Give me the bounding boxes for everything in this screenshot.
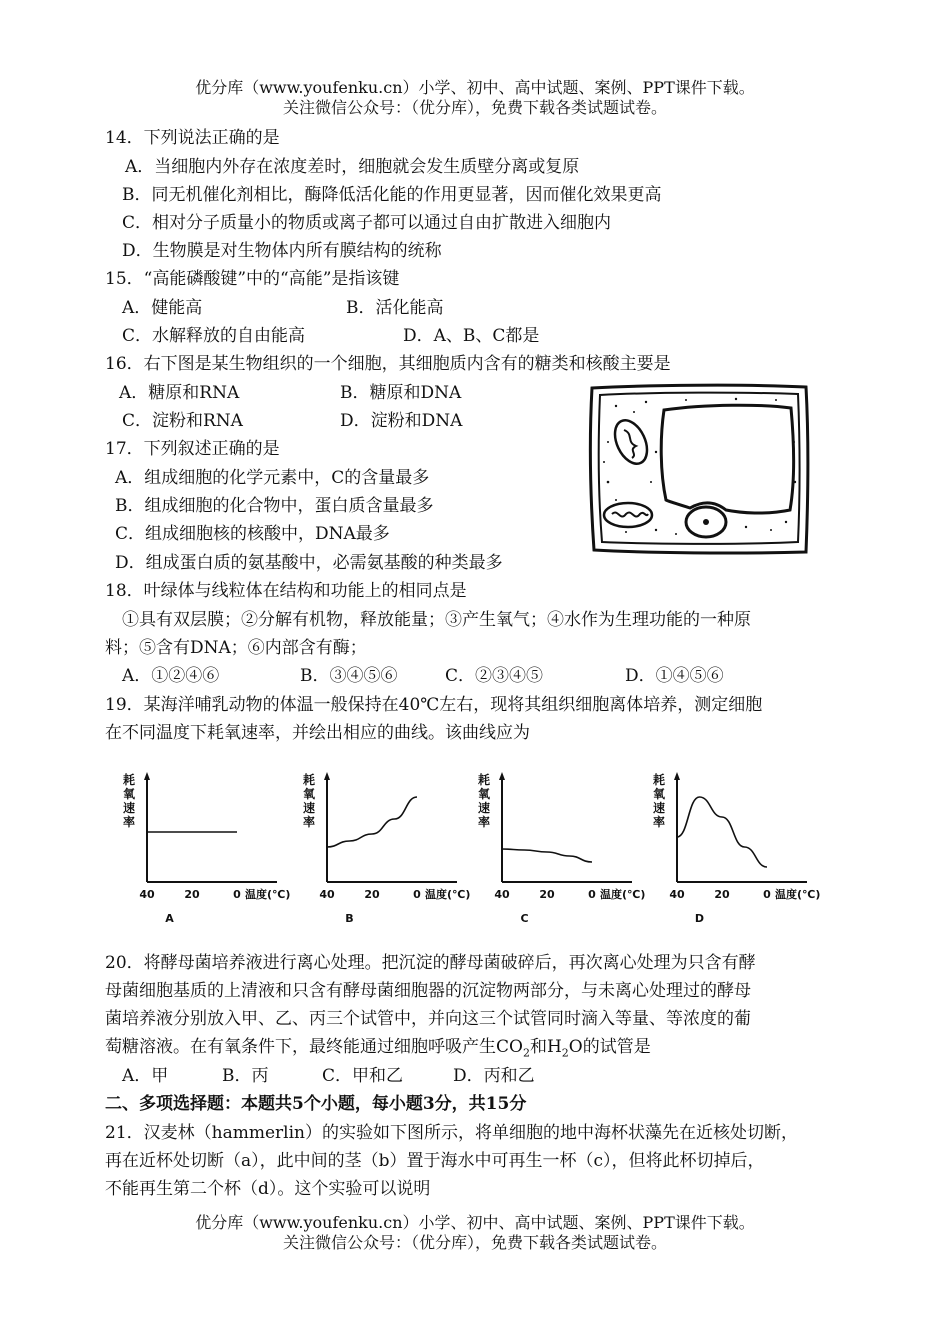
- y-axis-label-char: 耗: [123, 773, 136, 787]
- x-axis-label: 温度(℃): [600, 888, 646, 901]
- x-tick-label: 20: [364, 888, 380, 901]
- y-axis-label-char: 速: [478, 801, 491, 815]
- x-tick-label: 40: [494, 888, 510, 901]
- y-axis-label-char: 氧: [478, 787, 491, 801]
- y-axis-label-char: 耗: [653, 773, 666, 787]
- y-axis-label: [653, 772, 666, 829]
- y-axis-arrow: [144, 772, 150, 780]
- y-axis-label-char: 氧: [123, 787, 136, 801]
- y-axis-label-char: 耗: [478, 773, 491, 787]
- q16-option-a: A．糖原和RNA: [119, 383, 240, 403]
- section-2-heading: 二、多项选择题：本题共5个小题，每小题3分，共15分: [105, 1094, 527, 1114]
- plant-cell-drawing: [586, 382, 812, 557]
- y-axis-label-char: 速: [653, 801, 666, 815]
- chart-b: [295, 772, 495, 932]
- q17-option-b: B．组成细胞的化合物中，蛋白质含量最多: [115, 496, 434, 516]
- footer-line-1: 优分库（www.youfenku.cn）小学、初中、高中试题、案例、PPT课件下载。: [195, 1213, 755, 1232]
- q18-option-a: A．①②④⑥: [122, 666, 220, 686]
- x-axis-label: 温度(℃): [775, 888, 821, 901]
- header-line-2: 关注微信公众号：（优分库），免费下载各类试题试卷。: [282, 98, 667, 117]
- chloroplast-1: [609, 415, 654, 469]
- x-tick-label: 0: [413, 888, 421, 901]
- y-axis-arrow: [674, 772, 680, 780]
- q16-option-b: B．糖原和DNA: [340, 383, 462, 403]
- q17-stem: 17．下列叙述正确的是: [105, 439, 280, 459]
- y-axis-arrow: [324, 772, 330, 780]
- q19-stem-2: 在不同温度下耗氧速率，并绘出相应的曲线。该曲线应为: [105, 723, 530, 743]
- series-line: [677, 797, 767, 867]
- y-axis-label-char: 氧: [303, 787, 316, 801]
- q15-option-c: C．水解释放的自由能高: [122, 326, 306, 346]
- q20-line-4: [105, 1036, 651, 1058]
- q20-option-c: C．甲和乙: [322, 1066, 404, 1086]
- q18-option-d: D．①④⑤⑥: [625, 666, 724, 686]
- q20-option-b: B．丙: [222, 1066, 269, 1086]
- q21-line-3: 不能再生第二个杯（d）。这个实验可以说明: [105, 1179, 431, 1199]
- q20-line-4b: 和H: [529, 1037, 562, 1057]
- x-tick-label: 40: [669, 888, 685, 901]
- q21-line-2: 再在近杯处切断（a），此中间的茎（b）置于海水中可再生一杯（c），但将此杯切掉后，: [105, 1151, 765, 1171]
- plant-cell-figure: [586, 382, 812, 557]
- q18-option-b: B．③④⑤⑥: [300, 666, 398, 686]
- y-axis-label-char: 氧: [653, 787, 666, 801]
- x-tick-label: 20: [539, 888, 555, 901]
- q19-stem-1: 19．某海洋哺乳动物的体温一般保持在40℃左右，现将其组织细胞离体培养，测定细胞: [105, 695, 763, 715]
- vacuole: [661, 405, 793, 513]
- q18-stem: 18．叶绿体与线粒体在结构和功能上的相同点是: [105, 581, 467, 601]
- q14-option-c: C．相对分子质量小的物质或离子都可以通过自由扩散进入细胞内: [122, 213, 612, 233]
- q20-line-4a: 萄糖溶液。在有氧条件下，最终能通过细胞呼吸产生CO: [105, 1037, 523, 1057]
- nucleus: [686, 507, 726, 537]
- y-axis-label-char: 耗: [303, 773, 316, 787]
- q17-option-a: A．组成细胞的化学元素中，C的含量最多: [115, 468, 430, 488]
- chart-d: [645, 772, 845, 932]
- q14-stem: 14．下列说法正确的是: [105, 128, 280, 148]
- q15-stem: 15．“高能磷酸键”中的“高能”是指该键: [105, 269, 400, 289]
- q20-line-4c: O的试管是: [568, 1037, 651, 1057]
- y-axis-label-char: 速: [123, 801, 136, 815]
- q20-option-a: A．甲: [122, 1066, 169, 1086]
- x-axis-label: 温度(℃): [245, 888, 291, 901]
- q14-option-d: D．生物膜是对生物体内所有膜结构的统称: [122, 241, 442, 261]
- co2-subscript: 2: [522, 1046, 530, 1060]
- q20-line-3: 菌培养液分别放入甲、乙、丙三个试管中，并向这三个试管同时滴入等量、等浓度的葡: [105, 1009, 751, 1029]
- q14-option-b: B．同无机催化剂相比，酶降低活化能的作用更显著，因而催化效果更高: [122, 185, 662, 205]
- x-tick-label: 0: [588, 888, 596, 901]
- q21-line-1: 21．汉麦林（hammerlin）的实验如下图所示，将单细胞的地中海杯状藻先在近核处切断，: [105, 1123, 798, 1143]
- chart-svg: [645, 772, 845, 932]
- x-tick-label: 40: [139, 888, 155, 901]
- panel-label: D: [694, 912, 705, 925]
- q16-stem: 16．右下图是某生物组织的一个细胞，其细胞质内含有的糖类和核酸主要是: [105, 354, 671, 374]
- chart-a: [115, 772, 315, 932]
- q18-body-1: ①具有双层膜；②分解有机物，释放能量；③产生氧气；④水作为生理功能的一种原: [122, 610, 751, 630]
- y-axis-label-char: 率: [653, 815, 666, 829]
- footer-line-2: 关注微信公众号：（优分库），免费下载各类试题试卷。: [282, 1233, 667, 1252]
- y-axis-label-char: 速: [303, 801, 316, 815]
- q20-line-2: 母菌细胞基质的上清液和只含有酵母菌细胞器的沉淀物两部分，与未离心处理过的酵母: [105, 981, 751, 1001]
- y-axis-label: [303, 772, 316, 829]
- q16-option-d: D．淀粉和DNA: [340, 411, 463, 431]
- y-axis-label: [478, 772, 491, 829]
- q15-option-d: D．A、B、C都是: [403, 326, 540, 346]
- q14-option-a: A．当细胞内外存在浓度差时，细胞就会发生质壁分离或复原: [125, 157, 580, 177]
- q18-body-2: 料；⑤含有DNA；⑥内部含有酶；: [105, 638, 367, 658]
- chart-c: [470, 772, 670, 932]
- q17-option-d: D．组成蛋白质的氨基酸中，必需氨基酸的种类最多: [115, 553, 503, 573]
- q15-option-b: B．活化能高: [346, 298, 444, 318]
- x-tick-label: 0: [233, 888, 241, 901]
- y-axis-label-char: 率: [478, 815, 491, 829]
- q18-option-c: C．②③④⑤: [445, 666, 544, 686]
- y-axis-label-char: 率: [303, 815, 316, 829]
- panel-label: B: [345, 912, 354, 925]
- x-axis-label: 温度(℃): [425, 888, 471, 901]
- series-line: [327, 797, 417, 847]
- chart-svg: [115, 772, 315, 932]
- q16-option-c: C．淀粉和RNA: [122, 411, 243, 431]
- y-axis-label: [123, 772, 136, 829]
- chloroplast-2: [604, 503, 652, 527]
- x-tick-label: 20: [184, 888, 200, 901]
- header-line-1: 优分库（www.youfenku.cn）小学、初中、高中试题、案例、PPT课件下载。: [195, 78, 755, 97]
- panel-label: C: [520, 912, 529, 925]
- panel-label: A: [165, 912, 174, 925]
- chart-svg: [470, 772, 670, 932]
- chart-svg: [295, 772, 495, 932]
- y-axis-arrow: [499, 772, 505, 780]
- q20-option-d: D．丙和乙: [453, 1066, 535, 1086]
- x-tick-label: 0: [763, 888, 771, 901]
- q17-option-c: C．组成细胞核的核酸中，DNA最多: [115, 524, 390, 544]
- q15-option-a: A．健能高: [122, 298, 203, 318]
- series-line: [502, 849, 592, 862]
- q20-line-1: 20．将酵母菌培养液进行离心处理。把沉淀的酵母菌破碎后，再次离心处理为只含有酵: [105, 953, 756, 973]
- y-axis-label-char: 率: [123, 815, 136, 829]
- h2o-subscript: 2: [561, 1046, 569, 1060]
- x-tick-label: 20: [714, 888, 730, 901]
- x-tick-label: 40: [319, 888, 335, 901]
